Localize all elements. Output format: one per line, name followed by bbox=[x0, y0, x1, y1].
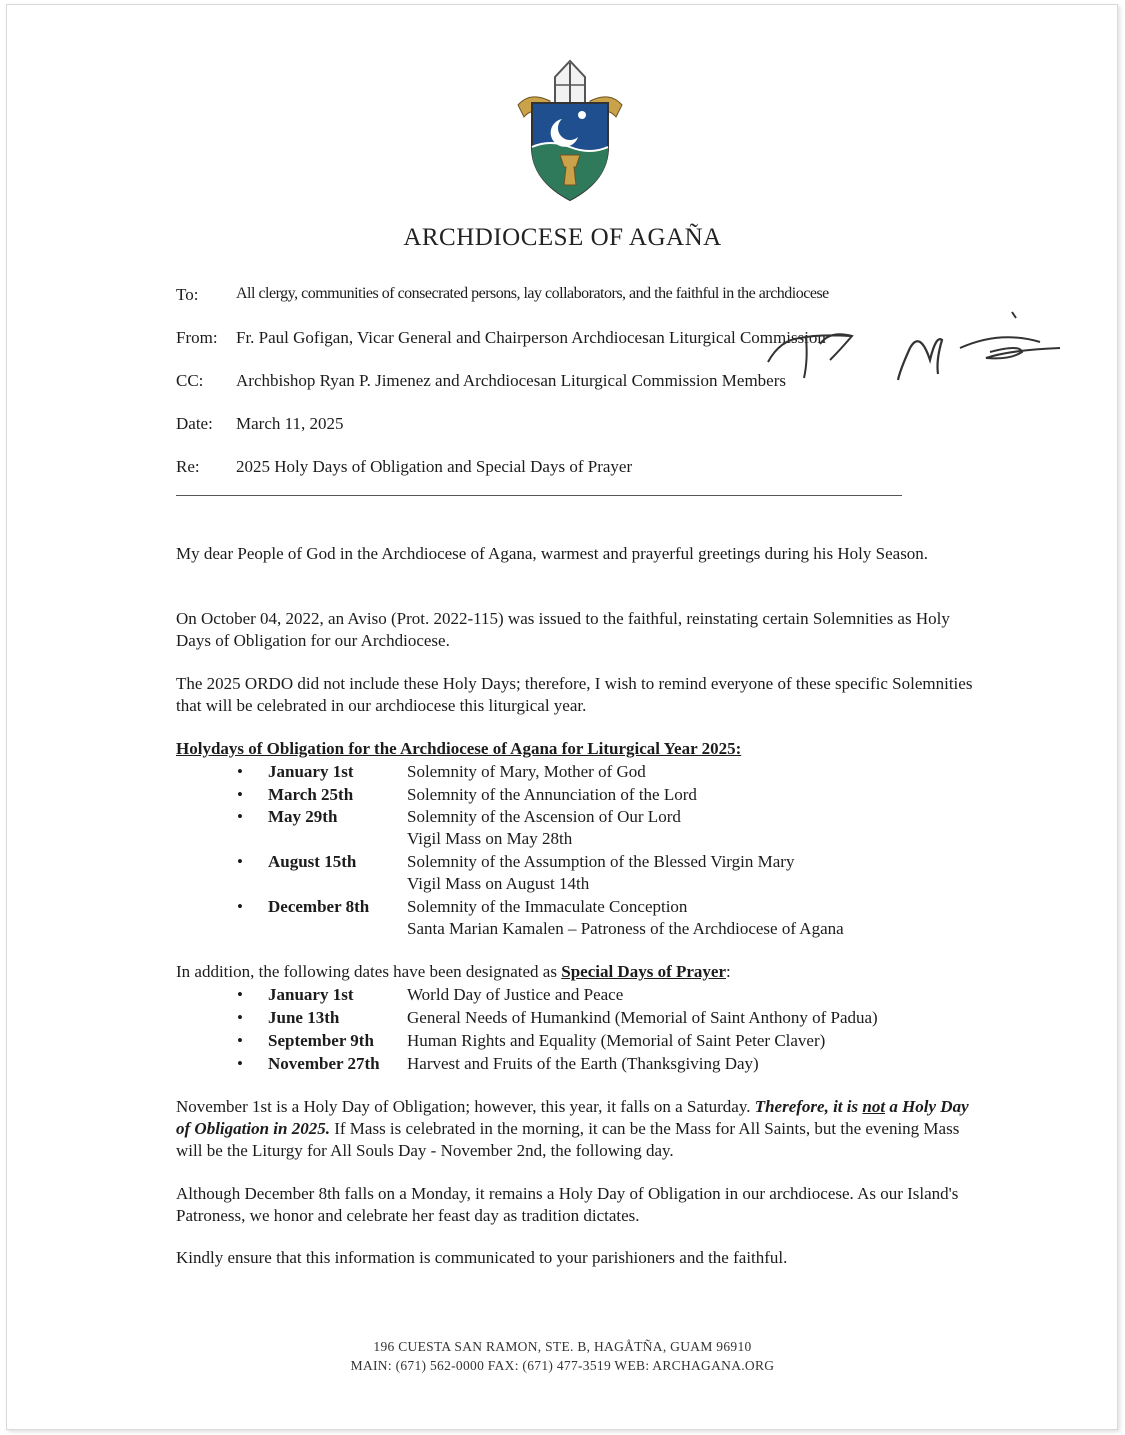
special-days-heading: Special Days of Prayer bbox=[561, 962, 727, 981]
holyday-desc bbox=[407, 806, 681, 850]
holyday-desc bbox=[407, 896, 844, 940]
greeting-paragraph: My dear People of God in the Archdiocese of Agana, warmest and prayerful greetings during his Holy Season. bbox=[176, 544, 929, 563]
holyday-desc-line2: Vigil Mass on May 28th bbox=[407, 829, 573, 848]
handwritten-signature bbox=[760, 300, 1080, 390]
memo-cc-row bbox=[176, 371, 786, 391]
special-intro-text: In addition, the following dates have been designated as bbox=[176, 962, 562, 981]
special-date: January 1st bbox=[268, 985, 354, 1004]
bullet-icon: • bbox=[237, 985, 243, 1004]
date-value: March 11, 2025 bbox=[236, 414, 344, 433]
holyday-desc-line1: Solemnity of the Ascension of Our Lord bbox=[407, 807, 681, 826]
special-intro-paragraph bbox=[176, 961, 976, 983]
november-paragraph bbox=[176, 1096, 976, 1162]
bullet-icon: • bbox=[237, 852, 243, 871]
cc-value: Archbishop Ryan P. Jimenez and Archdiocesan Liturgical Commission Members bbox=[236, 371, 787, 390]
bullet-icon: • bbox=[237, 1054, 243, 1073]
bullet-icon: • bbox=[237, 807, 243, 826]
holyday-desc-line1: Solemnity of the Immaculate Conception bbox=[407, 897, 688, 916]
re-label: Re: bbox=[176, 457, 200, 476]
november-text-b: Therefore, it is bbox=[754, 1097, 863, 1116]
from-value: Fr. Paul Gofigan, Vicar General and Chairperson Archdiocesan Liturgical Commission bbox=[236, 328, 826, 347]
footer-address: 196 CUESTA SAN RAMON, STE. B, HAGÅTÑA, GUAM 96910 bbox=[373, 1339, 752, 1354]
bullet-icon: • bbox=[237, 1008, 243, 1027]
special-desc: Harvest and Fruits of the Earth (Thanksgiving Day) bbox=[407, 1054, 759, 1073]
holyday-date: January 1st bbox=[268, 762, 354, 781]
list-item bbox=[237, 1007, 878, 1029]
list-item bbox=[237, 984, 623, 1006]
to-value: All clergy, communities of consecrated persons, lay collaborators, and the faithful in the archdiocese bbox=[236, 285, 829, 302]
november-text-d: a Holy Day of Obligation in 2025. bbox=[176, 1097, 969, 1138]
special-date: November 27th bbox=[268, 1054, 380, 1073]
list-item bbox=[237, 1053, 759, 1075]
closing-paragraph: Kindly ensure that this information is communicated to your parishioners and the faithful. bbox=[176, 1248, 788, 1267]
holyday-date: August 15th bbox=[268, 852, 357, 871]
footer-contact: MAIN: (671) 562-0000 FAX: (671) 477-3519 WEB: ARCHAGANA.ORG bbox=[350, 1358, 775, 1373]
memo-to-row bbox=[176, 285, 829, 305]
list-item bbox=[237, 806, 681, 850]
bullet-icon: • bbox=[237, 897, 243, 916]
list-item bbox=[237, 1030, 825, 1052]
special-desc: World Day of Justice and Peace bbox=[407, 985, 624, 1004]
memo-from-row bbox=[176, 328, 826, 348]
from-label: From: bbox=[176, 328, 218, 347]
re-value: 2025 Holy Days of Obligation and Special Days of Prayer bbox=[236, 457, 633, 476]
bullet-icon: • bbox=[237, 1031, 243, 1050]
november-text-e: If Mass is celebrated in the morning, it can be the Mass for All Saints, but the evening Mass will be the Liturgy for All Souls Day - November 2nd, the following day. bbox=[176, 1119, 960, 1160]
bullet-icon: • bbox=[237, 762, 243, 781]
special-desc: Human Rights and Equality (Memorial of Saint Peter Claver) bbox=[407, 1031, 826, 1050]
holyday-desc-line2: Vigil Mass on August 14th bbox=[407, 874, 590, 893]
to-label: To: bbox=[176, 285, 199, 304]
list-item bbox=[237, 896, 844, 940]
holyday-desc-line1: Solemnity of the Assumption of the Blessed Virgin Mary bbox=[407, 852, 795, 871]
holyday-date: May 29th bbox=[268, 807, 338, 826]
special-date: September 9th bbox=[268, 1031, 374, 1050]
date-label: Date: bbox=[176, 414, 213, 433]
memo-re-row bbox=[176, 457, 632, 477]
holydays-heading: Holydays of Obligation for the Archdiocese of Agana for Liturgical Year 2025: bbox=[176, 739, 742, 758]
holyday-desc-line2: Santa Marian Kamalen – Patroness of the Archdiocese of Agana bbox=[407, 919, 844, 938]
special-desc: General Needs of Humankind (Memorial of Saint Anthony of Padua) bbox=[407, 1008, 878, 1027]
ordo-paragraph: The 2025 ORDO did not include these Holy Days; therefore, I wish to remind everyone of these specific Solemnities that will be celebrated in our archdiocese this liturgical year. bbox=[176, 674, 973, 715]
holyday-desc bbox=[407, 851, 794, 895]
holyday-date: March 25th bbox=[268, 785, 354, 804]
bullet-icon: • bbox=[237, 785, 243, 804]
organization-title: ARCHDIOCESE OF AGAÑA bbox=[403, 224, 722, 251]
holyday-date: December 8th bbox=[268, 897, 370, 916]
header-divider bbox=[176, 495, 902, 496]
december-paragraph: Although December 8th falls on a Monday, it remains a Holy Day of Obligation in our archdiocese. As our Island's Patroness, we honor and celebrate her feast day as tradition dictates. bbox=[176, 1184, 959, 1225]
archdiocese-crest-logo bbox=[510, 55, 630, 205]
memo-date-row bbox=[176, 414, 344, 434]
special-date: June 13th bbox=[268, 1008, 340, 1027]
special-colon: : bbox=[726, 962, 731, 981]
list-item bbox=[237, 851, 794, 895]
list-item bbox=[237, 761, 646, 783]
holyday-desc: Solemnity of Mary, Mother of God bbox=[407, 762, 646, 781]
holyday-desc: Solemnity of the Annunciation of the Lord bbox=[407, 785, 697, 804]
aviso-paragraph: On October 04, 2022, an Aviso (Prot. 2022-115) was issued to the faithful, reinstating certain Solemnities as Holy Days of Obligation for our Archdiocese. bbox=[176, 609, 950, 650]
list-item bbox=[237, 784, 697, 806]
november-text-not: not bbox=[862, 1097, 886, 1116]
cc-label: CC: bbox=[176, 371, 204, 390]
november-text-a: November 1st is a Holy Day of Obligation; however, this year, it falls on a Saturday. bbox=[176, 1097, 755, 1116]
